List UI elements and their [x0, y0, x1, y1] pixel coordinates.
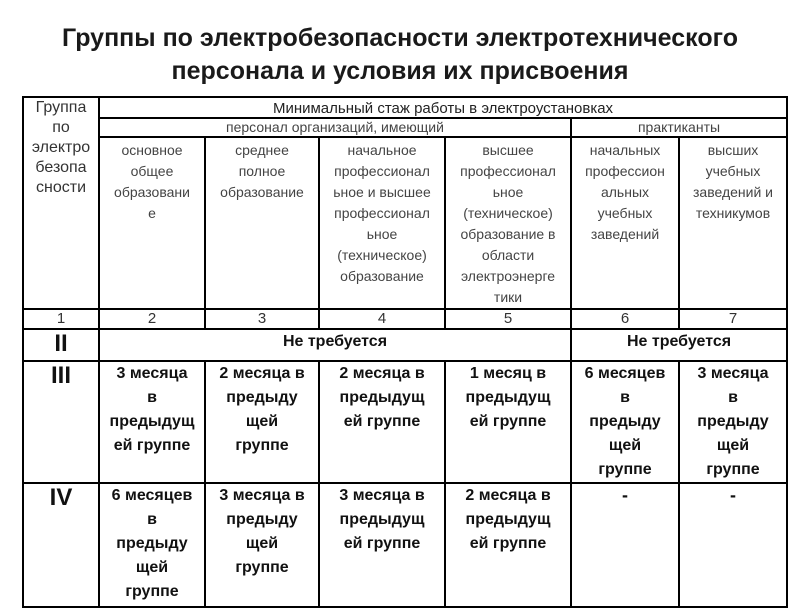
- col-secondary-full-education: среднее полное образование: [205, 137, 319, 309]
- requirement-cell: 2 месяца в предыдущ ей группе: [445, 483, 571, 607]
- org-personnel-header: персонал организаций, имеющий: [99, 118, 571, 137]
- requirement-cell: 1 месяц в предыдущ ей группе: [445, 361, 571, 483]
- requirement-cell: 3 месяца в предыдущ ей группе: [319, 483, 445, 607]
- min-experience-header: Минимальный стаж работы в электроустановках: [99, 97, 787, 118]
- table-row-group-iv: [23, 483, 787, 607]
- col-basic-general-education: основное общее образовани е: [99, 137, 205, 309]
- col-higher-power-engineering: высшее профессионал ьное (техническое) образование в области электроэнерге тики: [445, 137, 571, 309]
- col-higher-schools-colleges: высших учебных заведений и техникумов: [679, 137, 787, 309]
- col-number: 5: [445, 309, 571, 329]
- requirement-cell: 3 месяца в предыдущ ей группе: [99, 361, 205, 483]
- requirement-cell: 6 месяцев в предыду щей группе: [571, 361, 679, 483]
- table-row-group-ii: [23, 329, 787, 361]
- trainee-requirement: Не требуется: [571, 329, 787, 361]
- trainees-header: практиканты: [571, 118, 787, 137]
- col-number: 4: [319, 309, 445, 329]
- col-number: 7: [679, 309, 787, 329]
- requirement-cell: 6 месяцев в предыду щей группе: [99, 483, 205, 607]
- requirement-cell: 3 месяца в предыду щей группе: [205, 483, 319, 607]
- column-numbers-row: [23, 309, 787, 329]
- col-number: 3: [205, 309, 319, 329]
- page-title: [0, 22, 800, 88]
- group-label: II: [23, 329, 99, 361]
- title-line-1: Группы по электробезопасности электротехнического: [62, 24, 738, 52]
- table-row-group-iii: [23, 361, 787, 483]
- col-number: 2: [99, 309, 205, 329]
- requirement-cell-dash: -: [679, 483, 787, 607]
- requirement-cell: 2 месяца в предыду щей группе: [205, 361, 319, 483]
- requirement-cell: 2 месяца в предыдущ ей группе: [319, 361, 445, 483]
- electrical-safety-groups-table: [22, 96, 788, 608]
- col-vocational-schools: начальных профессион альных учебных заведений: [571, 137, 679, 309]
- group-label: III: [23, 361, 99, 483]
- group-label: IV: [23, 483, 99, 607]
- col-number: 6: [571, 309, 679, 329]
- requirement-cell-dash: -: [571, 483, 679, 607]
- requirement-cell: 3 месяца в предыду щей группе: [679, 361, 787, 483]
- col-vocational-higher-education: начальное профессионал ьное и высшее профессионал ьное (техническое) образование: [319, 137, 445, 309]
- group-column-header: Группа по электро безопа сности: [23, 97, 99, 309]
- title-line-2: персонала и условия их присвоения: [171, 57, 629, 85]
- org-requirement: Не требуется: [99, 329, 571, 361]
- col-number: 1: [23, 309, 99, 329]
